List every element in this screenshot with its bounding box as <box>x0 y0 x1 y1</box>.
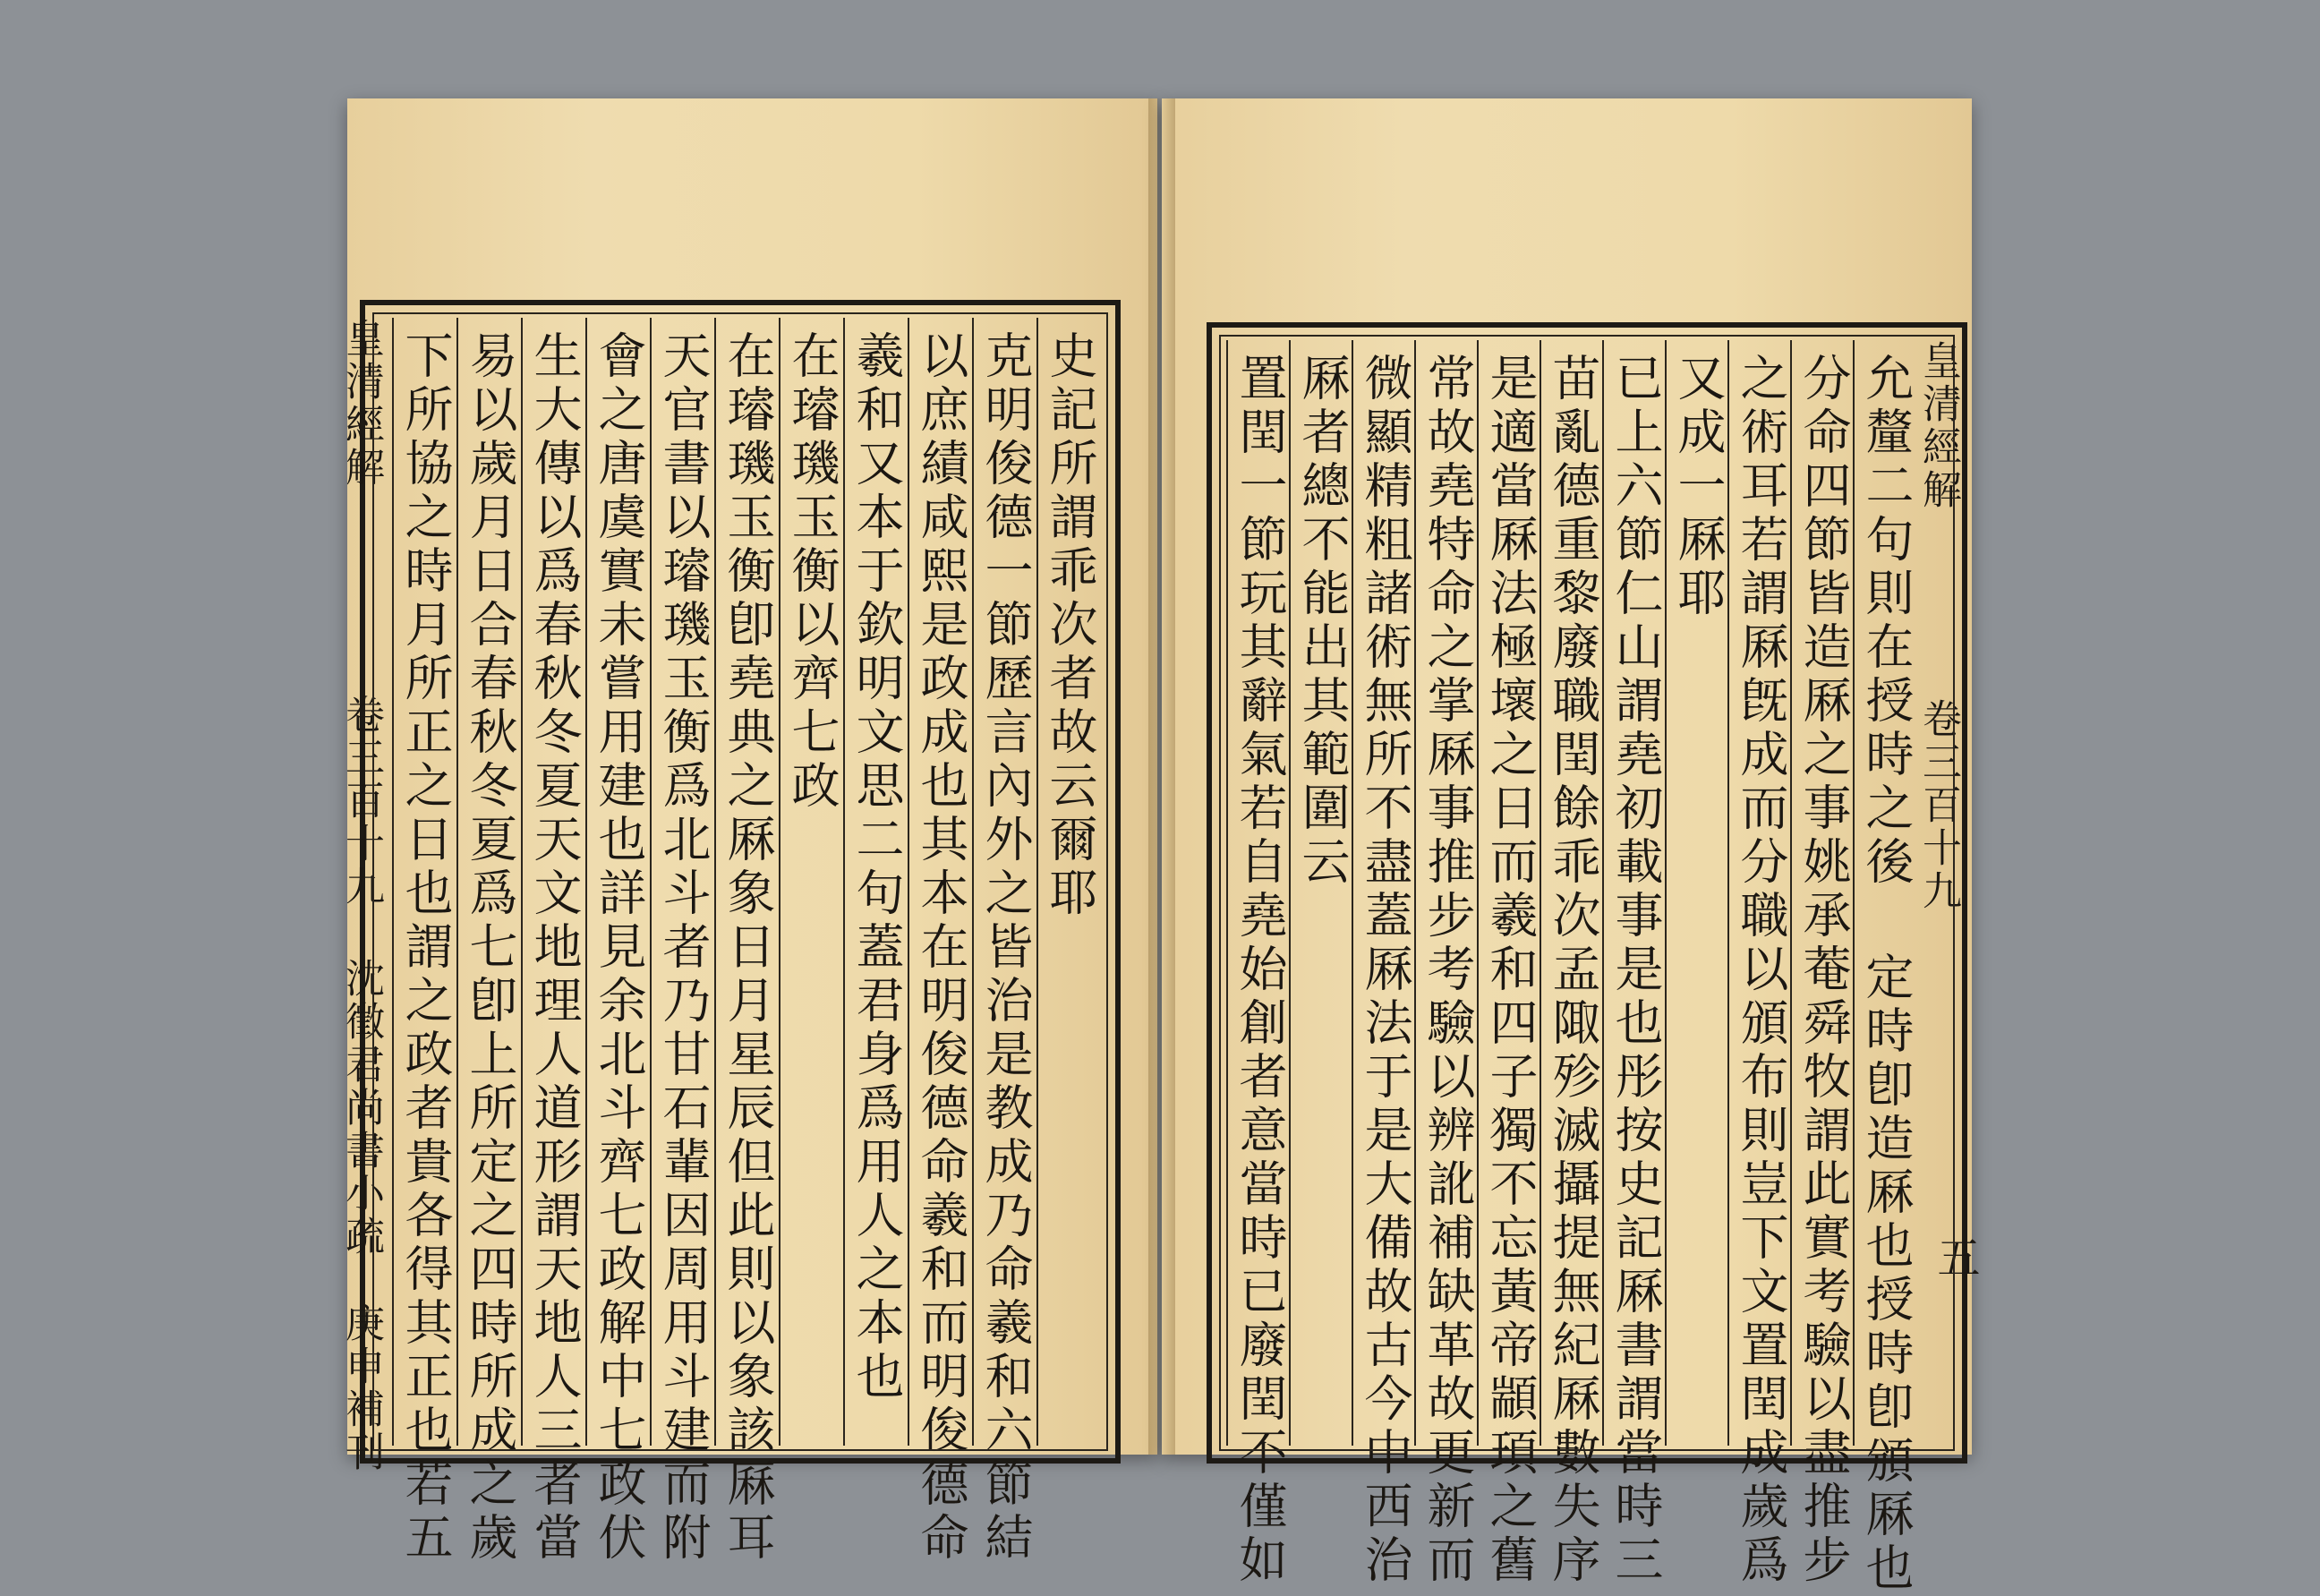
text-column <box>1352 340 1416 1588</box>
text-column <box>1602 340 1667 1588</box>
text-column <box>1289 340 1353 1446</box>
column-text: 史記所謂乖次者故云爾耶 <box>1042 330 1098 921</box>
text-column <box>585 318 650 1566</box>
column-text: 羲和又本于欽明文思二句蓋君身爲用人之本也 <box>849 330 905 1404</box>
text-column <box>1665 340 1729 1446</box>
text-column <box>456 318 521 1566</box>
column-text: 已上六節仁山謂堯初載事是也彤按史記厤書謂當時三 <box>1608 353 1664 1588</box>
text-column <box>1727 340 1792 1588</box>
column-text: 置閏一節玩其辭氣若自堯始創者意當時已廢閏不僅如 <box>1232 353 1288 1588</box>
text-column <box>1853 340 1917 1596</box>
text-column <box>1414 340 1479 1588</box>
column-text: 克明俊德一節歷言內外之皆治是教成乃命羲和六節結 <box>977 330 1034 1566</box>
text-column <box>972 318 1036 1566</box>
column-text: 下所協之時月所正之日也謂之政者貴各得其正也若五 <box>397 330 454 1566</box>
text-column <box>908 318 972 1566</box>
column-text: 苗亂德重黎廢職閏餘乖次孟陬殄滅攝提無紀厤數失序 <box>1545 353 1601 1588</box>
banner-title: 皇清經解 <box>1915 340 1961 512</box>
text-column <box>650 318 714 1566</box>
column-text: 天官書以璿璣玉衡爲北斗者乃甘石輩因周用斗建而附 <box>655 330 712 1566</box>
text-column <box>714 318 779 1566</box>
text-column <box>843 318 908 1446</box>
text-column <box>779 318 843 1446</box>
text-column <box>1790 340 1855 1588</box>
column-text: 在璿璣玉衡卽堯典之厤象日月星辰但此則以象該厤耳 <box>720 330 776 1566</box>
text-column <box>1540 340 1604 1588</box>
column-text: 又成一厤耶 <box>1670 353 1727 621</box>
banner-subtitle: 卷三百十九 沈徵君尚書小疏 <box>338 694 384 1259</box>
column-text: 厤者總不能出其範圍云 <box>1294 353 1351 890</box>
right-text-frame <box>1207 322 1980 1596</box>
column-text: 生大傳以爲春秋冬夏天文地理人道形謂天地人三者當 <box>526 330 583 1566</box>
text-column <box>1036 318 1101 1446</box>
book-gutter <box>1148 98 1175 1455</box>
text-column <box>1226 340 1291 1588</box>
column-text: 微顯精粗諸術無所不盡蓋厤法于是大備故古今中西治 <box>1357 353 1413 1588</box>
banner-foot: 庚申補刊 <box>338 1302 384 1474</box>
column-text: 允釐二句則在授時之後 定時卽造厤也授時卽頒厤也 <box>1858 353 1915 1596</box>
column-text: 在璿璣玉衡以齊七政 <box>784 330 840 814</box>
column-text: 易以歲月日合春秋冬夏爲七卽上所定之四時所成之歲 <box>462 330 518 1566</box>
banner-title: 皇清經解 <box>338 318 384 490</box>
text-column <box>392 318 456 1566</box>
text-column <box>1477 340 1541 1588</box>
text-column <box>521 318 585 1566</box>
column-text: 是適當厤法極壞之日而羲和四子獨不忘黃帝顓頊之舊 <box>1482 353 1539 1588</box>
column-text: 常故堯特命之掌厤事推步考驗以辨訛補缺革故更新而 <box>1420 353 1476 1588</box>
page-number: 五 <box>1930 1235 1980 1278</box>
banner-subtitle: 卷三百十九 <box>1915 698 1961 913</box>
column-text: 分命四節皆造厤之事姚承菴舜牧謂此實考驗以盡推步 <box>1795 353 1852 1588</box>
left-text-frame <box>338 300 1121 1566</box>
block-heart-column <box>338 318 392 1474</box>
block-heart-column <box>1915 340 1980 1446</box>
book-spread <box>338 98 1980 1596</box>
column-text: 會之唐虞實未嘗用建也詳見余北斗齊七政解中七政伏 <box>591 330 647 1566</box>
column-text: 之術耳若謂厤旣成而分職以頒布則豈下文置閏成歲爲 <box>1733 353 1789 1588</box>
column-text: 以庶績咸熙是政成也其本在明俊德命羲和而明俊德命 <box>913 330 969 1566</box>
